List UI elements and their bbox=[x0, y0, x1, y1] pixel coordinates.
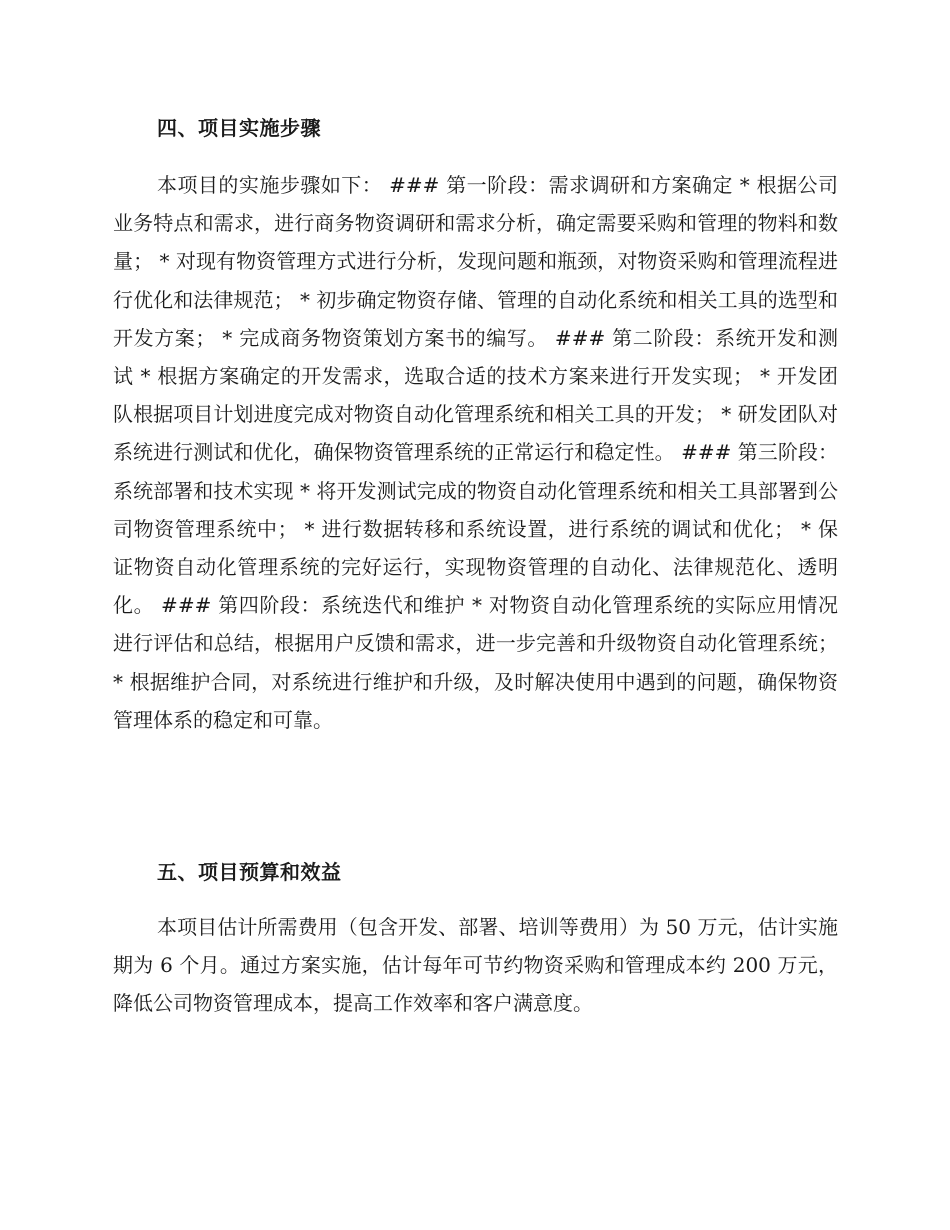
section-paragraph-budget-benefits: 本项目估计所需费用（包含开发、部署、培训等费用）为 50 万元，估计实施期为 6 个月。通过方案实施，估计每年可节约物资采购和管理成本约 200 万元，降低公司物资管理成本，提高工作效率和客户满意度。 bbox=[113, 915, 838, 1016]
section-heading-implementation-steps: 四、项目实施步骤 bbox=[157, 116, 321, 140]
section-heading-budget-benefits: 五、项目预算和效益 bbox=[157, 860, 342, 884]
section-paragraph-implementation-steps: 本项目的实施步骤如下： ### 第一阶段：需求调研和方案确定 * 根据公司业务特点和需求，进行商务物资调研和需求分析，确定需要采购和管理的物料和数量； * 对现有物资管理方式进行分析，发现问题和瓶颈，对物资采购和管理流程进行优化和法律规范； * 初步确定物资存储、管理的自动化系统和相关工具的选型和开发方案； * 完成商务物资策划方案书的编写。 ### 第二阶段：系统开发和测试 * 根据方案确定的开发需求，选取合适的技术方案来进行开发实现； * 开发团队根据项目计划进度完成对物资自动化管理系统和相关工具的开发； * 研发团队对系统进行测试和优化，确保物资管理系统的正常运行和稳定性。 ### 第三阶段：系统部署和技术实现 * 将开发测试完成的物资自动化管理系统和相关工具部署到公司物资管理系统中； * 进行数据转移和系统设置，进行系统的调试和优化； * 保证物资自动化管理系统的完好运行，实现物资管理的自动化、法律规范化、透明化。 ### 第四阶段：系统迭代和维护 * 对物资自动化管理系统的实际应用情况进行评估和总结，根据用户反馈和需求，进一步完善和升级物资自动化管理系统； * 根据维护合同，对系统进行维护和升级，及时解决使用中遇到的问题，确保物资管理体系的稳定和可靠。 bbox=[113, 173, 838, 732]
